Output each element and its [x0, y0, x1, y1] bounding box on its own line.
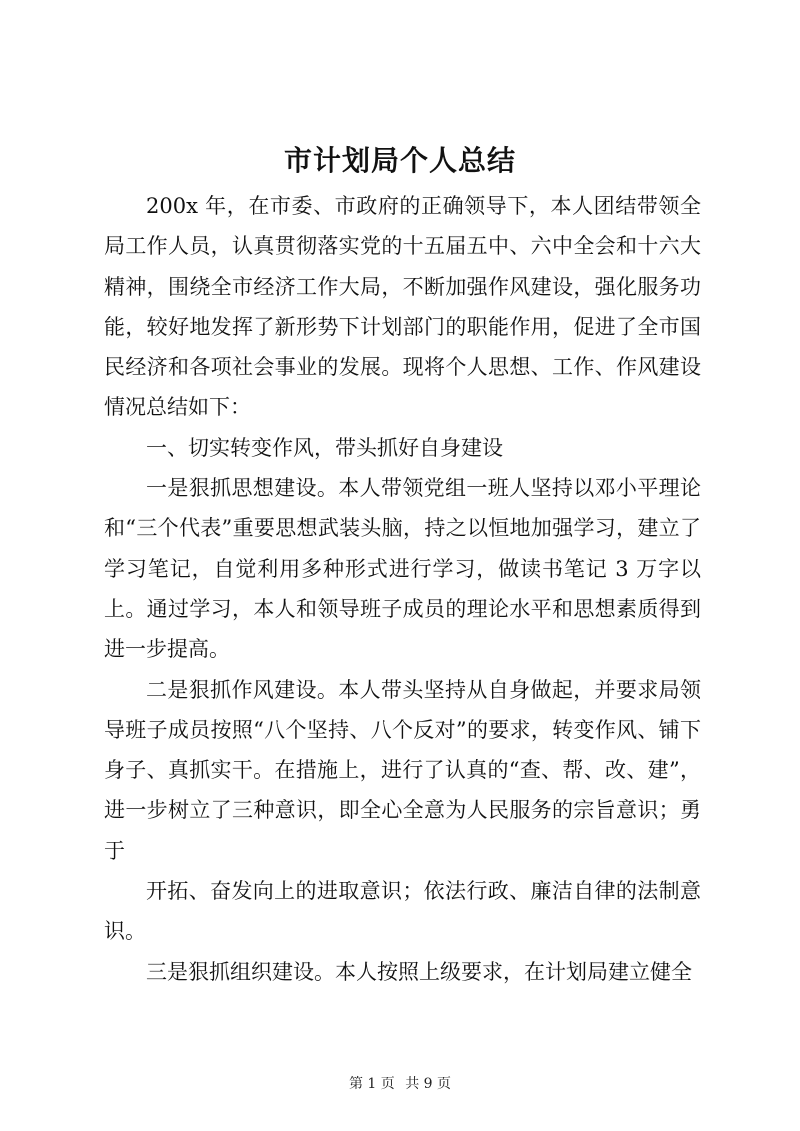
page-footer	[0, 1074, 800, 1094]
paragraph-style-building: 二是狠抓作风建设。本人带头坚持从自身做起，并要求局领导班子成员按照“八个坚持、八个反对”的要求，转变作风、铺下身子、真抓实干。在措施上，进行了认真的“查、帮、改、建”，进一步树立了三种意识，即全心全意为人民服务的宗旨意识；勇于	[104, 677, 701, 863]
paragraph-organization-building: 三是狠抓组织建设。本人按照上级要求，在计划局建立健全	[146, 959, 692, 984]
page-number: 第 1 页	[348, 1076, 395, 1092]
paragraph-thought-building: 一是狠抓思想建设。本人带领党组一班人坚持以邓小平理论和“三个代表”重要思想武装头脑，持之以恒地加强学习，建立了学习笔记，自觉利用多种形式进行学习，做读书笔记 3 万字以上。通过学习，本人和领导班子成员的理论水平和思想素质得到进一步提高。	[104, 476, 701, 662]
section-heading: 一、切实转变作风，带头抓好自身建设	[146, 435, 503, 460]
paragraph-intro: 200x 年，在市委、市政府的正确领导下，本人团结带领全局工作人员，认真贯彻落实党的十五届五中、六中全会和十六大精神，围绕全市经济工作大局，不断加强作风建设，强化服务功能，较好地发挥了新形势下计划部门的职能作用，促进了全市国民经济和各项社会事业的发展。现将个人思想、工作、作风建设情况总结如下：	[104, 194, 701, 420]
page-total: 共 9 页	[405, 1076, 452, 1092]
paragraph-style-building-continued: 开拓、奋发向上的进取意识；依法行政、廉洁自律的法制意识。	[104, 879, 701, 944]
document-body	[104, 186, 701, 992]
document-title: 市计划局个人总结	[283, 144, 516, 177]
